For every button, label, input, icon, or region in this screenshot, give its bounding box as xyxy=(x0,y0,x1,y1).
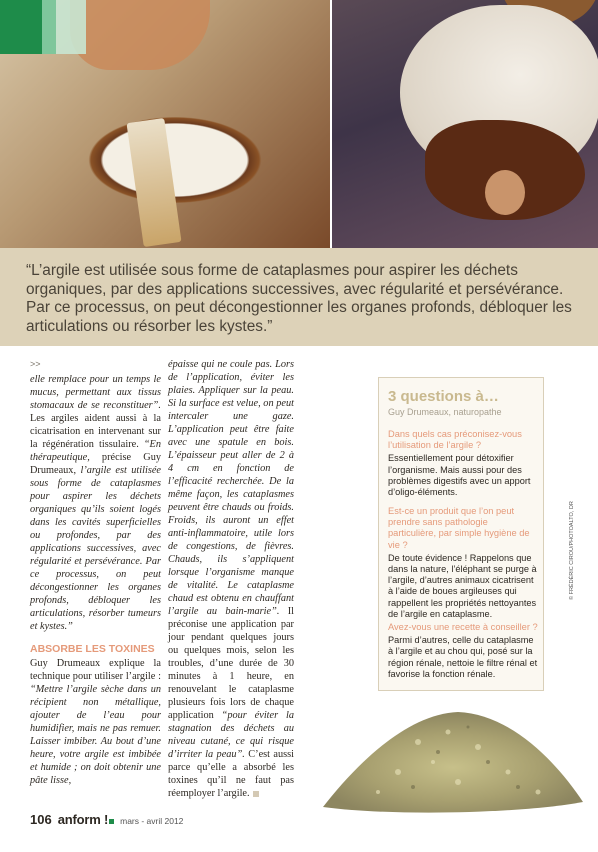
photo-divider xyxy=(330,0,332,248)
article-paragraph xyxy=(30,373,161,633)
qa-item xyxy=(388,622,538,680)
quote-text: l’argile est utilisée sous forme de cataplasmes pour aspirer les déchets organiques qu’ils soient logés dans les cavités superficielles ou profondes, par des applications successives, avec régularité et persévérance. Par ce processus, on peut décongestionner les organes profonds, débloquer les articulations, résorber tumeurs et kystes.” xyxy=(30,465,161,632)
body-text: C’est aussi parce qu’elle a absorbé les toxines qu’il ne faut pas réemployer l’argile. xyxy=(168,749,294,799)
clay-mask-photo xyxy=(330,0,598,248)
brand-block-green xyxy=(0,0,42,54)
article-column-2 xyxy=(168,358,294,800)
article-paragraph xyxy=(168,358,294,800)
qa-item xyxy=(388,429,538,498)
pull-quote: “L’argile est utilisée sous forme de cataplasmes pour aspirer les déchets organiques, par des applications successives, avec régularité et persévérance. Par ce processus, on peut décongestionner les organes profonds, débloquer les articulations ou résorber les kystes.” xyxy=(26,262,572,335)
qa-item xyxy=(388,506,538,620)
continuation-arrows: >> xyxy=(30,359,41,369)
three-questions-box xyxy=(378,377,544,691)
article-column-1 xyxy=(30,358,161,787)
arm-shape xyxy=(70,0,210,70)
question: Est-ce un produit que l’on peut prendre sans pathologie particulière, par simple hygiène de vie ? xyxy=(388,506,530,550)
issue-date: mars - avril 2012 xyxy=(120,816,184,826)
page-footer xyxy=(30,812,183,827)
page-number: 106 xyxy=(30,812,52,827)
question: Dans quels cas préconisez-vous l’utilisation de l’argile ? xyxy=(388,429,522,451)
quote-text: elle remplace pour un temps le mucus, permettant aux tissus stomacaux de se reconstituer”. xyxy=(30,374,161,411)
ear-shape xyxy=(485,170,525,215)
answer: Essentiellement pour détoxifier l’organisme. Mais aussi pour des problèmes digestifs avec un apport d’oligo-éléments. xyxy=(388,453,531,498)
box-subtitle: Guy Drumeaux, naturopathe xyxy=(388,407,502,417)
brand-block-light-green xyxy=(42,0,56,54)
body-text: Les argiles aident aussi à la cicatrisation en intervenant sur la régénération tissulaire. xyxy=(30,413,161,450)
magazine-name xyxy=(58,812,114,827)
answer: De toute évidence ! Rappelons que dans la nature, l’éléphant se purge à l’argile, d’autres animaux cicatrisent à l’aide de boues argileuses qui rappellent les propriétés nettoyantes de l’argile en cataplasme. xyxy=(388,552,537,619)
quote-text: “pour éviter la stagnation des déchets au niveau cutané, ce qui risque d’irriter la peau”. xyxy=(168,710,294,760)
body-text: Il préconise une application par jour pendant quelques jours ou quelques mois, selon les troubles, d’une durée de 30 minutes à 1 heure, en renouvelant le cataplasme plusieurs fois lors de chaque application xyxy=(168,606,294,721)
section-subhead: ABSORBE LES TOXINES xyxy=(30,643,155,655)
header-photo xyxy=(0,0,598,248)
answer: Parmi d’autres, celle du cataplasme à l’argile et au chou qui, posé sur la région rénale, nettoie le filtre rénal et favorise la fonction rénale. xyxy=(388,635,538,679)
brush-shape xyxy=(126,118,181,247)
end-mark-icon xyxy=(253,791,259,797)
clay-pile-image xyxy=(318,702,588,817)
article-paragraph xyxy=(30,657,161,787)
magazine-label: anform ! xyxy=(57,812,109,827)
question: Avez-vous une recette à conseiller ? xyxy=(388,622,538,632)
body-text: Guy Drumeaux explique la technique pour utiliser l’argile : xyxy=(30,658,161,682)
quote-text: “En thérapeutique, xyxy=(30,439,161,463)
brand-dot-icon xyxy=(109,819,114,824)
box-title: 3 questions à… xyxy=(388,388,499,405)
quote-text: “Mettre l’argile sèche dans un récipient non métallique, ajouter de l’eau pour humidifier, mais ne pas remuer. Laisser imbiber. Au bout d’une heure, votre argile est imbibée et humide ; on doit obtenir une pâte lisse, xyxy=(30,684,161,786)
quote-text: épaisse qui ne coule pas. Lors de l’application, éviter les plaies. Appliquer sur la peau. Si la surface est velue, on peut intercaler une gaze. L’application peut être faite avec une spatule en bois. L’épaisseur peut aller de 2 à 4 cm en fonction de l’efficacité recherchée. De la même façon, les cataplasmes peuvent être chauds ou froids. Froids, ils auront un effet anti-inflammatoire, utile lors de congestions, de fièvres. Chauds, ils s’appliquent lorsque l’organisme manque de vitalité. Le cataplasme chaud est obtenu en chauffant l’argile au bain-marie”. xyxy=(168,359,294,617)
brand-block-pale-green xyxy=(56,0,86,54)
photo-credit: © FRÉDÉRIC CIROU/PHOTOALTO, DR xyxy=(569,501,575,600)
body-text: précise Guy Drumeaux, xyxy=(30,452,161,476)
